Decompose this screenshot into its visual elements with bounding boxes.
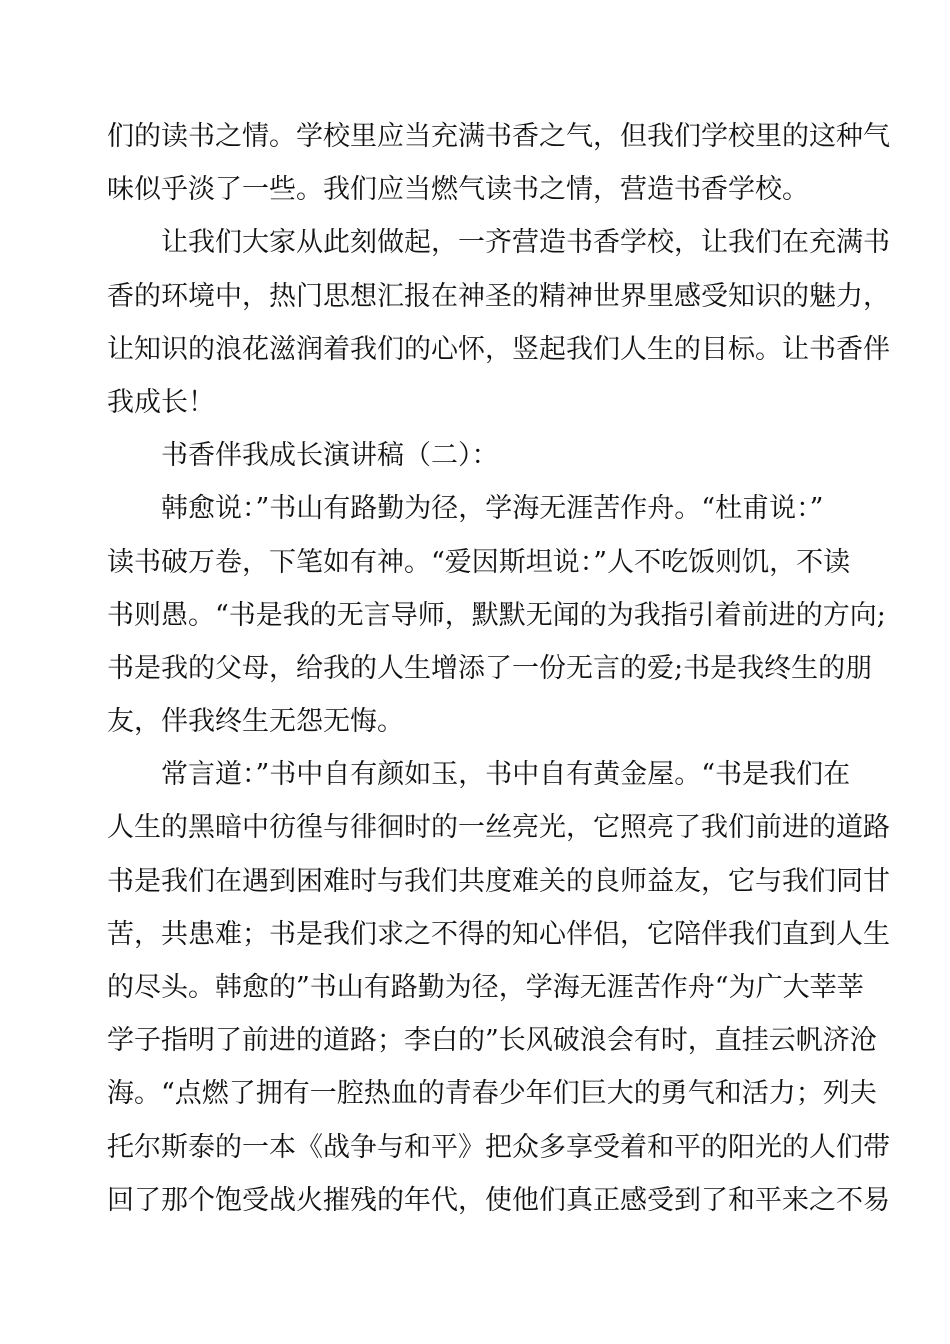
text-line: 常言道：”书中自有颜如玉，书中自有黄金屋。“书是我们在 [161, 759, 851, 791]
text-line: 苦，共患难；书是我们求之不得的知心伴侣，它陪伴我们直到人生 [107, 918, 890, 950]
text-line: 香的环境中，热门思想汇报在神圣的精神世界里感受知识的魅力， [107, 280, 890, 312]
text-line: 学子指明了前进的道路；李白的”长风破浪会有时，直挂云帆济沧 [107, 1025, 877, 1057]
text-line: 书香伴我成长演讲稿（二）： [161, 440, 499, 472]
text-line: 我成长！ [107, 386, 215, 418]
text-line: 人生的黑暗中彷徨与徘徊时的一丝亮光，它照亮了我们前进的道路 [107, 812, 890, 844]
text-line: 书则愚。“书是我的无言导师，默默无闻的为我指引着前进的方向; [107, 599, 886, 631]
document-body [107, 110, 890, 1227]
text-line: 友，伴我终生无怨无悔。 [107, 706, 404, 738]
text-line: 回了那个饱受战火摧残的年代，使他们真正感受到了和平来之不易 [107, 1184, 890, 1216]
text-line: 让我们大家从此刻做起，一齐营造书香学校，让我们在充满书 [161, 227, 890, 259]
text-line: 味似乎淡了一些。我们应当燃气读书之情，营造书香学校。 [107, 174, 809, 206]
text-line: 们的读书之情。学校里应当充满书香之气，但我们学校里的这种气 [107, 121, 890, 152]
text-line: 海。“点燃了拥有一腔热血的青春少年们巨大的勇气和活力；列夫 [107, 1078, 877, 1110]
text-line: 书是我们在遇到困难时与我们共度难关的良师益友，它与我们同甘 [107, 865, 890, 897]
text-line: 读书破万卷，下笔如有神。“爱因斯坦说：”人不吃饭则饥，不读 [107, 546, 851, 578]
text-line: 的尽头。韩愈的”书山有路勤为径，学海无涯苦作舟“为广大莘莘 [107, 972, 864, 1003]
text-line: 托尔斯泰的一本《战争与和平》把众多享受着和平的阳光的人们带 [107, 1131, 890, 1163]
text-line: 韩愈说：”书山有路勤为径，学海无涯苦作舟。“杜甫说：” [161, 493, 824, 525]
text-line: 让知识的浪花滋润着我们的心怀，竖起我们人生的目标。让书香伴 [107, 333, 890, 365]
text-line: 书是我的父母，给我的人生增添了一份无言的爱;书是我终生的朋 [107, 652, 873, 684]
